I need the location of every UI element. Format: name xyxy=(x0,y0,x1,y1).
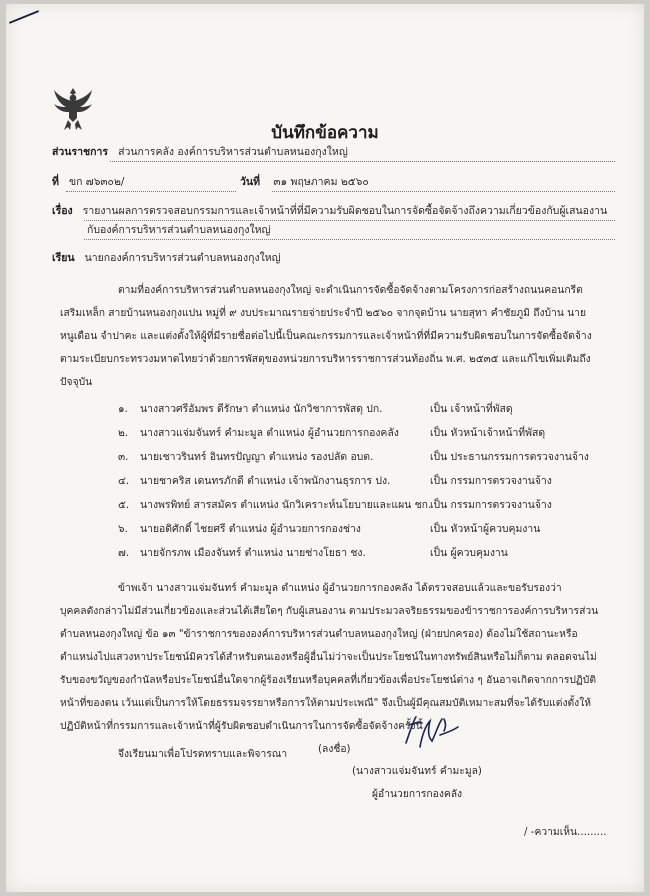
member-name: นายอดิศักดิ์ ไชยศรี ตำแหน่ง ผู้อำนวยการกองช่าง xyxy=(140,523,361,535)
para2-line: หน้าที่ของตน เว้นแต่เป็นการให้โดยธรรมจรรยาหรือการให้ตามประเพณี" จึงเป็นผู้มีคุณสมบัติเหมาะสมที่จะได้รับแต่งตั้งให้ xyxy=(60,697,592,709)
agency-value: ส่วนการคลัง องค์การบริหารส่วนตำบลหนองกุงใหญ่ xyxy=(118,146,348,158)
para2-line: ปฏิบัติหน้าที่กรรมการและเจ้าหน้าที่ผู้รับผิดชอบดำเนินการในการจัดซื้อจัดจ้างครั้งนี้ xyxy=(60,720,423,732)
para2-line: รับของขวัญของกำนัลหรือประโยชน์อื่นใดจากผู้ร้องเรียนหรือบุคคลที่เกี่ยวข้องเพื่อประโยชน์ต่าง ๆ อันอาจเกิดจากการปฏิบัติ xyxy=(60,674,597,686)
member-role: เป็น หัวหน้าเจ้าหน้าที่พัสดุ xyxy=(430,427,546,439)
para2-line: บุคคลดังกล่าวไม่มีส่วนเกี่ยวข้องและส่วนได้เสียใดๆ กับผู้เสนองาน ตามประมวลจริยธรรมของข้าราชการองค์การบริหารส่วน xyxy=(60,605,599,617)
member-name: นายจักรภพ เมืองจันทร์ ตำแหน่ง นายช่างโยธา ชง. xyxy=(140,547,366,559)
subject-dotline-1 xyxy=(84,220,615,221)
member-number: ๓. xyxy=(118,451,129,463)
member-name: นายชาคริส เดนทรภักดี ตำแหน่ง เจ้าพนักงานธุรการ ปง. xyxy=(140,475,391,487)
signer-position: ผู้อำนวยการกองคลัง xyxy=(372,788,463,800)
memo-title: บันทึกข้อความ xyxy=(271,123,379,143)
member-name: นางสาวศรีอัมพร ดีรักษา ตำแหน่ง นักวิชาการพัสดุ ปก. xyxy=(140,403,383,415)
ref-row xyxy=(52,176,124,190)
subject-line1: รายงานผลการตรวจสอบกรรมการและเจ้าหน้าที่ที่มีความรับผิดชอบในการจัดซื้อจัดจ้างถึงความเกี่ยวข้องกับผู้เสนองาน xyxy=(82,205,608,217)
para1-line: หนูเดือน จำปาคะ และแต่งตั้งให้ผู้ที่มีรายชื่อต่อไปนี้เป็นคณะกรรมการและเจ้าหน้าที่ที่มีความรับผิดชอบในการจัดซื้อจัดจ้าง xyxy=(60,330,592,342)
ref-label: ที่ xyxy=(52,176,59,188)
date-value: ๓๑ พฤษภาคม ๒๕๖๐ xyxy=(273,176,369,188)
agency-dotline xyxy=(110,161,615,162)
member-number: ๗. xyxy=(118,547,130,559)
member-name: นางสาวแจ่มจันทร์ คำมะมูล ตำแหน่ง ผู้อำนวยการกองคลัง xyxy=(140,427,399,439)
para1-line: ตามระเบียบกระทรวงมหาดไทยว่าด้วยการพัสดุของหน่วยการบริหารราชการส่วนท้องถิ่น พ.ศ. ๒๕๓๕ และแก้ไขเพิ่มเติมถึง xyxy=(60,353,591,365)
to-value: นายกองค์การบริหารส่วนตำบลหนองกุงใหญ่ xyxy=(84,252,281,264)
para2-line: ข้าพเจ้า นางสาวแจ่มจันทร์ คำมะมูล ตำแหน่ง ผู้อำนวยการกองคลัง ได้ตรวจสอบแล้วและขอรับรองว่า xyxy=(118,582,562,594)
member-role: เป็น กรรมการตรวจงานจ้าง xyxy=(430,475,552,487)
member-role: เป็น กรรมการตรวจงานจ้าง xyxy=(430,499,552,511)
ref-dotline xyxy=(66,191,236,192)
closing-text: จึงเรียนมาเพื่อโปรดทราบและพิจารณา xyxy=(118,748,288,760)
subject-line2: กับองค์การบริหารส่วนตำบลหนองกุงใหญ่ xyxy=(87,224,271,236)
sign-label: (ลงชื่อ) xyxy=(318,743,351,755)
member-number: ๕. xyxy=(118,499,130,511)
member-number: ๔. xyxy=(118,475,130,487)
member-number: ๖. xyxy=(118,523,128,535)
member-name: นางพรพิทย์ สารสมัคร ตำแหน่ง นักวิเคราะห์นโยบายและแผน ชก. xyxy=(140,499,432,511)
member-name: นายเชาวรินทร์ อินทรปัญญา ตำแหน่ง รองปลัด อบต. xyxy=(140,451,374,463)
member-number: ๒. xyxy=(118,427,129,439)
to-label: เรียน xyxy=(52,252,75,264)
member-role: เป็น เจ้าหน้าที่พัสดุ xyxy=(430,403,513,415)
subject-label: เรื่อง xyxy=(52,205,73,217)
date-label: วันที่ xyxy=(240,176,260,188)
agency-label: ส่วนราชการ xyxy=(52,146,109,158)
agency-row xyxy=(52,146,348,160)
member-number: ๑. xyxy=(118,403,128,415)
date-row xyxy=(240,176,369,190)
ref-value: ขก ๗๖๓๐๒/ xyxy=(68,176,125,188)
signer-name: (นางสาวแจ่มจันทร์ คำมะมูล) xyxy=(352,765,482,777)
to-row xyxy=(52,252,281,266)
date-dotline xyxy=(272,191,615,192)
member-role: เป็น ผู้ควบคุมงาน xyxy=(430,547,508,559)
footer-note: / -ความเห็น......... xyxy=(524,826,607,838)
para2-line: ตำแหน่งไปแสวงหาประโยชน์มิควรได้สำหรับตนเองหรือผู้อื่นไม่ว่าจะเป็นประโยชน์ในทางทรัพย์สินหรือไม่ก็ตาม ตลอดจนไม่ xyxy=(60,651,597,663)
subject-dotline-2 xyxy=(84,239,615,240)
para1-line: เสริมเหล็ก สายบ้านหนองกุงแปน หมู่ที่ ๙ งบประมาณรายจ่ายประจำปี ๒๕๖๐ จากจุดบ้าน นายสุทา คำชัยภูมิ ถึงบ้าน นาย xyxy=(60,307,586,319)
para2-line: ตำบลหนองกุงใหญ่ ข้อ ๑๓ "ข้าราชการขององค์การบริหารส่วนตำบลหนองกุงใหญ่ (ฝ่ายปกครอง) ต้องไม่ใช้สถานะหรือ xyxy=(60,628,578,640)
para1-line: ปัจจุบัน xyxy=(60,376,93,388)
member-role: เป็น ประธานกรรมการตรวจงานจ้าง xyxy=(430,451,589,463)
member-role: เป็น หัวหน้าผู้ควบคุมงาน xyxy=(430,523,541,535)
subject-row xyxy=(52,205,607,219)
handwritten-signature xyxy=(400,713,462,755)
para1-line: ตามที่องค์การบริหารส่วนตำบลหนองกุงใหญ่ จะดำเนินการจัดซื้อจัดจ้างตามโครงการก่อสร้างถนนคอนกรีต xyxy=(118,284,583,296)
